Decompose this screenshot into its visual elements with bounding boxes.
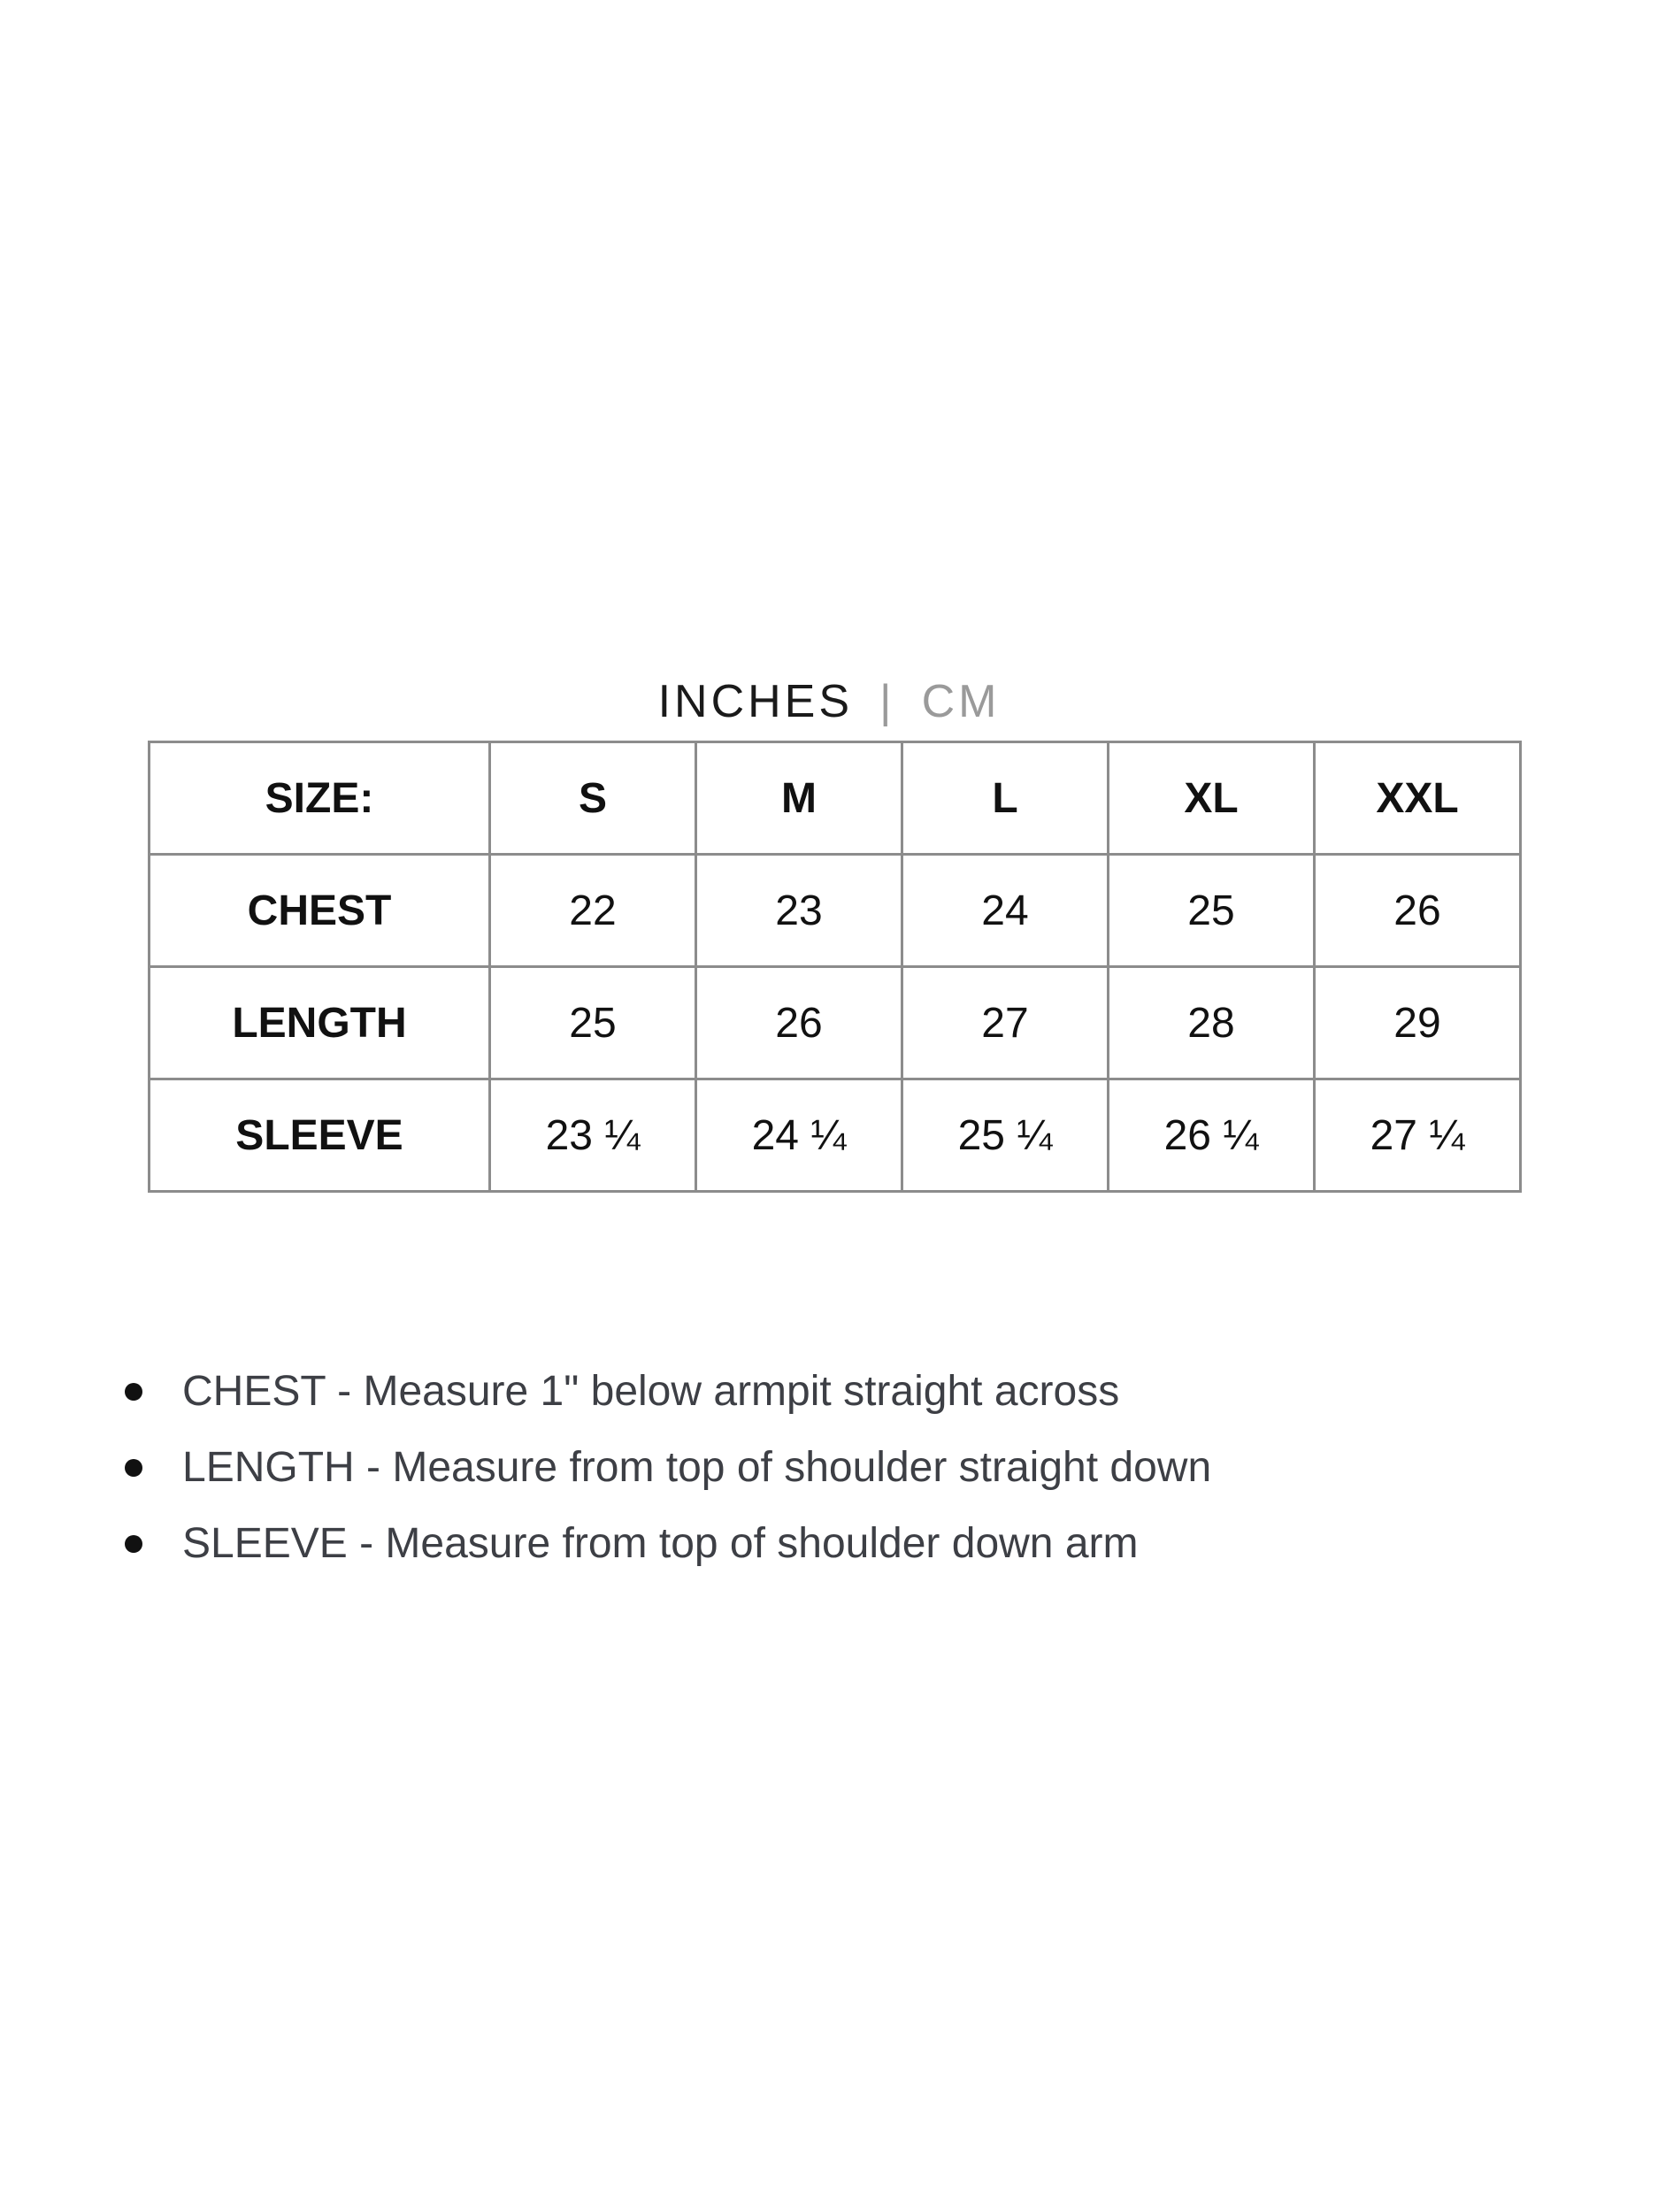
table-cell: 27 ¼	[1315, 1079, 1521, 1192]
note-chest: CHEST - Measure 1" below armpit straight across	[182, 1368, 1120, 1415]
unit-cm-tab[interactable]: CM	[921, 676, 1001, 728]
table-row-length	[150, 967, 1521, 1079]
table-cell: 25 ¼	[902, 1079, 1109, 1192]
row-label-chest: CHEST	[150, 855, 490, 967]
table-cell: 26	[696, 967, 902, 1079]
note-sleeve: SLEEVE - Measure from top of shoulder down arm	[182, 1520, 1139, 1567]
table-header-row	[150, 742, 1521, 855]
table-cell: 24	[902, 855, 1109, 967]
row-label-length: LENGTH	[150, 967, 490, 1079]
bullet-icon	[125, 1459, 142, 1477]
table-row-chest	[150, 855, 1521, 967]
size-m-header: M	[696, 742, 902, 855]
table-cell: 26	[1315, 855, 1521, 967]
unit-separator: |	[879, 676, 895, 728]
table-cell: 23	[696, 855, 902, 967]
table-cell: 23 ¼	[490, 1079, 696, 1192]
size-xxl-header: XXL	[1315, 742, 1521, 855]
size-xl-header: XL	[1109, 742, 1315, 855]
table-cell: 26 ¼	[1109, 1079, 1315, 1192]
bullet-icon	[125, 1383, 142, 1401]
list-item	[115, 1354, 1211, 1430]
table-cell: 25	[1109, 855, 1315, 967]
unit-inches-tab[interactable]: INCHES	[657, 676, 854, 728]
table-cell: 27	[902, 967, 1109, 1079]
table-cell: 25	[490, 967, 696, 1079]
list-item	[115, 1430, 1211, 1506]
size-l-header: L	[902, 742, 1109, 855]
table-cell: 28	[1109, 967, 1315, 1079]
table-cell: 22	[490, 855, 696, 967]
size-chart-table	[148, 741, 1522, 1193]
table-row-sleeve	[150, 1079, 1521, 1192]
note-length: LENGTH - Measure from top of shoulder straight down	[182, 1444, 1212, 1491]
row-label-sleeve: SLEEVE	[150, 1079, 490, 1192]
list-item	[115, 1506, 1211, 1582]
bullet-icon	[125, 1535, 142, 1553]
table-cell: 24 ¼	[696, 1079, 902, 1192]
size-s-header: S	[490, 742, 696, 855]
size-header-cell: SIZE:	[150, 742, 490, 855]
measurement-notes	[115, 1354, 1211, 1582]
table-cell: 29	[1315, 967, 1521, 1079]
unit-toggle	[0, 668, 1658, 730]
